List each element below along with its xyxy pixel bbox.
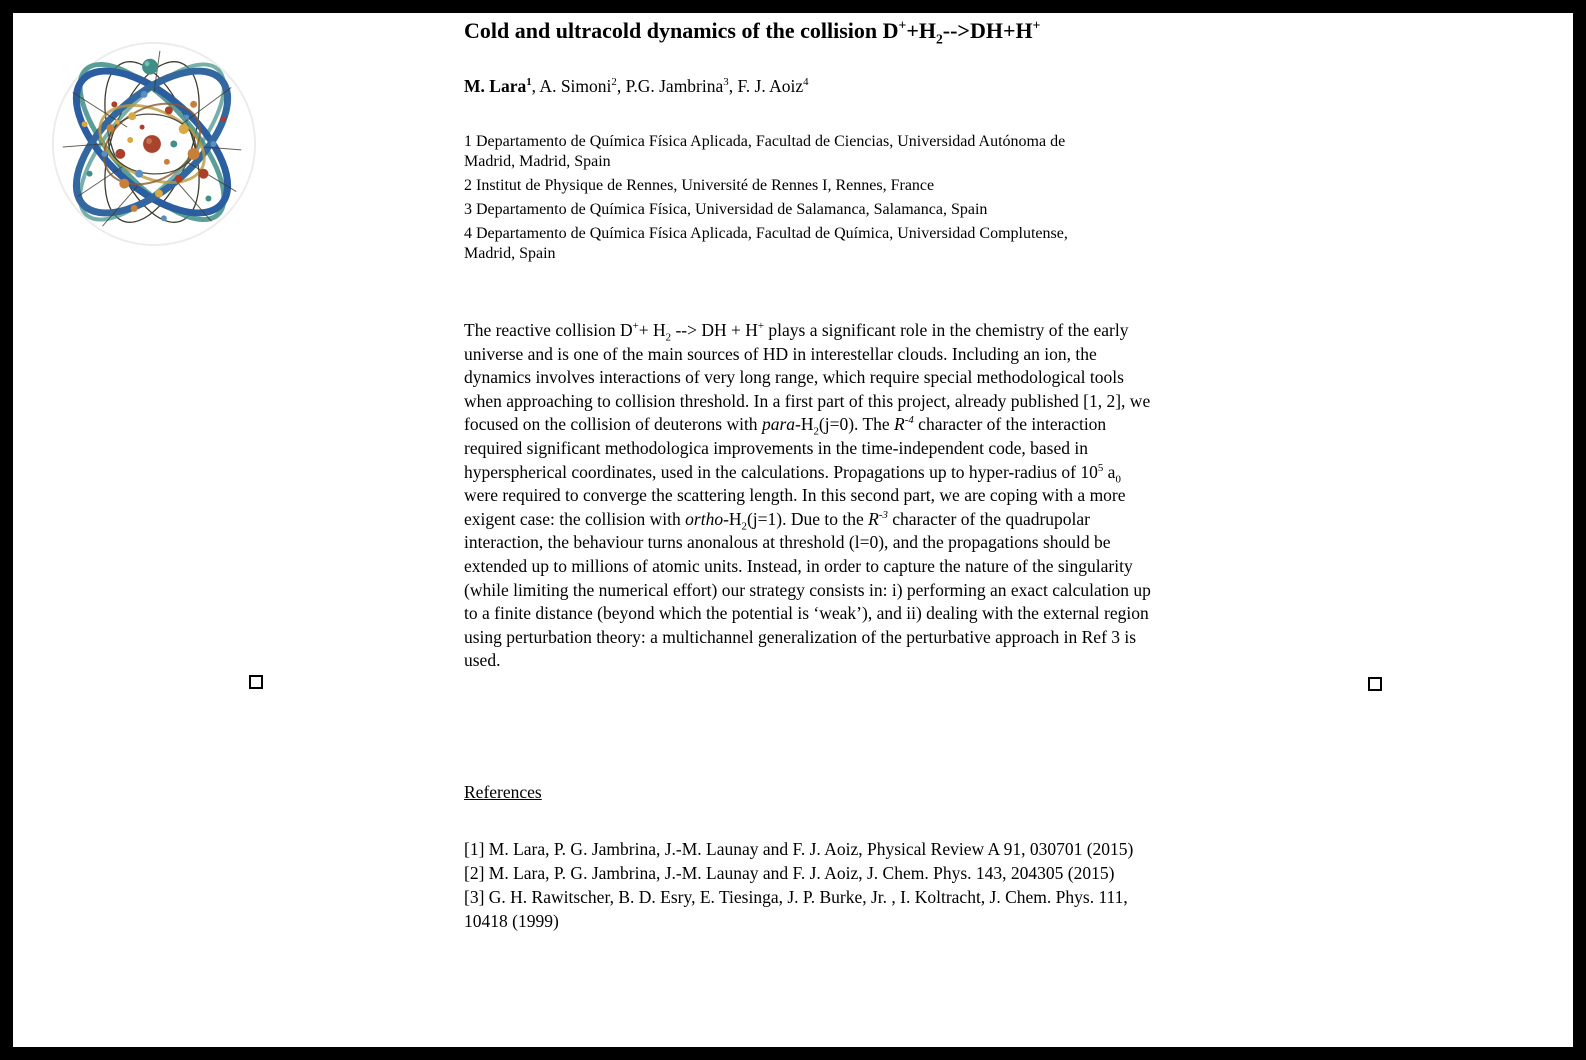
document-page <box>13 13 1573 1047</box>
paper-title: Cold and ultracold dynamics of the collision $D^++H_2-->DH+H^+$ <box>464 17 1041 47</box>
reference-item: [1] M. Lara, P. G. Jambrina, J.-M. Launay and F. J. Aoiz, Physical Review A 91, 030701 (2015) <box>464 839 1134 859</box>
reference-item: [2] M. Lara, P. G. Jambrina, J.-M. Launay and F. J. Aoiz, J. Chem. Phys. 143, 204305 (2015) <box>464 863 1115 883</box>
authors-line: M. Lara$^1$, A. Simoni$^2$, P.G. Jambrina$^3$, F. J. Aoiz$^4$ <box>464 76 809 96</box>
atom-logo-icon <box>43 33 261 251</box>
reference-item: [3] G. H. Rawitscher, B. D. Esry, E. Tiesinga, J. P. Burke, Jr. , I. Koltracht, J. Chem. Phys. 111, 10418 (1999) <box>464 887 1128 931</box>
affiliation-item: 1 Departamento de Química Física Aplicada, Facultad de Ciencias, Universidad Autónoma de Madrid, Madrid, Spain <box>464 133 1066 170</box>
placeholder-square-right-icon <box>1368 677 1382 691</box>
atom-artwork-svg <box>43 33 261 251</box>
affiliations-block <box>464 132 1112 268</box>
affiliation-item: 3 Departamento de Química Física, Universidad de Salamanca, Salamanca, Spain <box>464 201 988 218</box>
affiliation-item: 2 Institut de Physique de Rennes, Université de Rennes I, Rennes, France <box>464 177 935 194</box>
affiliation-item: 4 Departamento de Química Física Aplicada, Facultad de Química, Universidad Complutense, Madrid, Spain <box>464 225 1068 262</box>
references-heading: References <box>464 782 542 802</box>
placeholder-square-left-icon <box>249 675 263 689</box>
abstract-text: The reactive collision $D^++ H_2$ --> DH + H+ plays a significant role in the chemistry of the early universe and is one of the main sources of HD in interestellar clouds. Including an ion, the dynamics involves interactions of very long range, which require special methodological tools when approaching to collision threshold. In a first part of this project, already published [1, 2], we focused on the collision of deuterons with para-$H_2(j=0)$. The $R^{-4}$ character of the interaction required significant methodologica improvements in the time-independent code, based in hyperspherical coordinates, used in the calculations. Propagations up to hyper-radius of $10^5$ $a_0$ were required to converge the scattering length. In this second part, we are coping with a more exigent case: the collision with ortho-$H_2(j=1)$. Due to the $R^{-3}$ character of the quadrupolar interaction, the behaviour turns anonalous at threshold (l=0), and the propagations should be extended up to millions of atomic units. Instead, in order to capture the nature of the singularity (while limiting the numerical effort) our strategy consists in: i) performing an exact calculation up to a finite distance (beyond which the potential is ‘weak’), and ii) dealing with the external region using perturbation theory: a multichannel generalization of the perturbative approach in Ref 3 is used. <box>464 320 1151 671</box>
references-list <box>464 837 1158 933</box>
